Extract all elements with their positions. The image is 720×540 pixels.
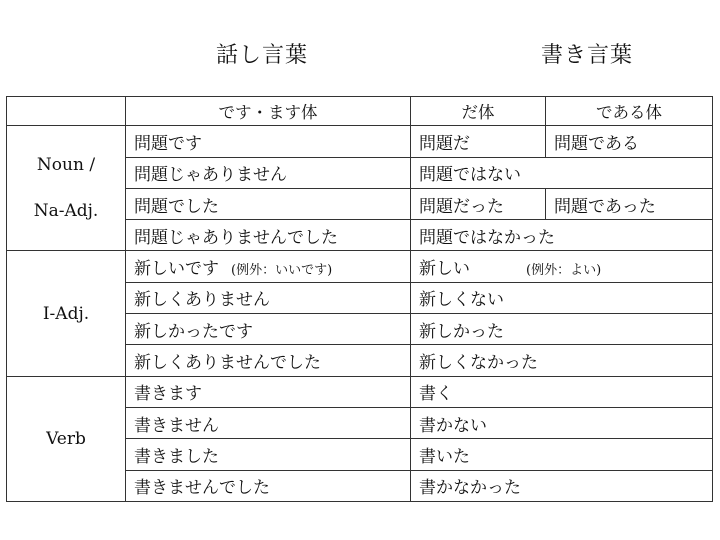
conjugation-table [6, 96, 713, 502]
da-cell: 新しくなかった [411, 345, 713, 376]
category-noun-na-adj [7, 126, 126, 251]
desu-cell: 書きます [126, 376, 411, 407]
desu-cell: 問題じゃありませんでした [126, 220, 411, 251]
da-cell: 書かない [411, 407, 713, 438]
desu-cell: 新しくありません [126, 282, 411, 313]
da-text: 新しい [419, 259, 470, 280]
category-label: Noun / [36, 155, 96, 176]
desu-cell: 新しかったです [126, 314, 411, 345]
desu-text: 新しいです [134, 259, 219, 280]
category-label: Na-Adj. [33, 201, 99, 222]
header-da: だ体 [411, 97, 546, 126]
desu-cell: 書きませんでした [126, 470, 411, 501]
da-cell: 問題ではない [411, 157, 713, 188]
header-empty-cell [7, 97, 126, 126]
exception-note: (例外：いいです) [231, 263, 333, 279]
desu-cell: 問題です [126, 126, 411, 157]
da-cell: 書かなかった [411, 470, 713, 501]
table-header-row [7, 97, 713, 126]
desu-cell: 書きました [126, 439, 411, 470]
spoken-language-heading: 話し言葉 [216, 43, 309, 68]
da-cell: 書く [411, 376, 713, 407]
da-cell: 書いた [411, 439, 713, 470]
da-cell: 問題ではなかった [411, 220, 713, 251]
desu-cell: 問題でした [126, 188, 411, 219]
header-desu-masu: です・ます体 [126, 97, 411, 126]
da-cell: 新しかった [411, 314, 713, 345]
category-i-adj: I-Adj. [7, 251, 126, 376]
table-row [7, 126, 713, 157]
desu-cell: 書きません [126, 407, 411, 438]
exception-note: (例外：よい) [526, 263, 602, 279]
da-cell: 新しくない [411, 282, 713, 313]
desu-cell: 問題じゃありません [126, 157, 411, 188]
table-row [7, 251, 713, 282]
table-row [7, 376, 713, 407]
desu-cell [126, 251, 411, 282]
desu-cell: 新しくありませんでした [126, 345, 411, 376]
da-cell [411, 251, 713, 282]
written-language-heading: 書き言葉 [541, 43, 634, 68]
dearu-cell: 問題であった [546, 188, 713, 219]
category-verb: Verb [7, 376, 126, 501]
da-cell: 問題だった [411, 188, 546, 219]
dearu-cell: 問題である [546, 126, 713, 157]
da-cell: 問題だ [411, 126, 546, 157]
header-de-aru: である体 [546, 97, 713, 126]
